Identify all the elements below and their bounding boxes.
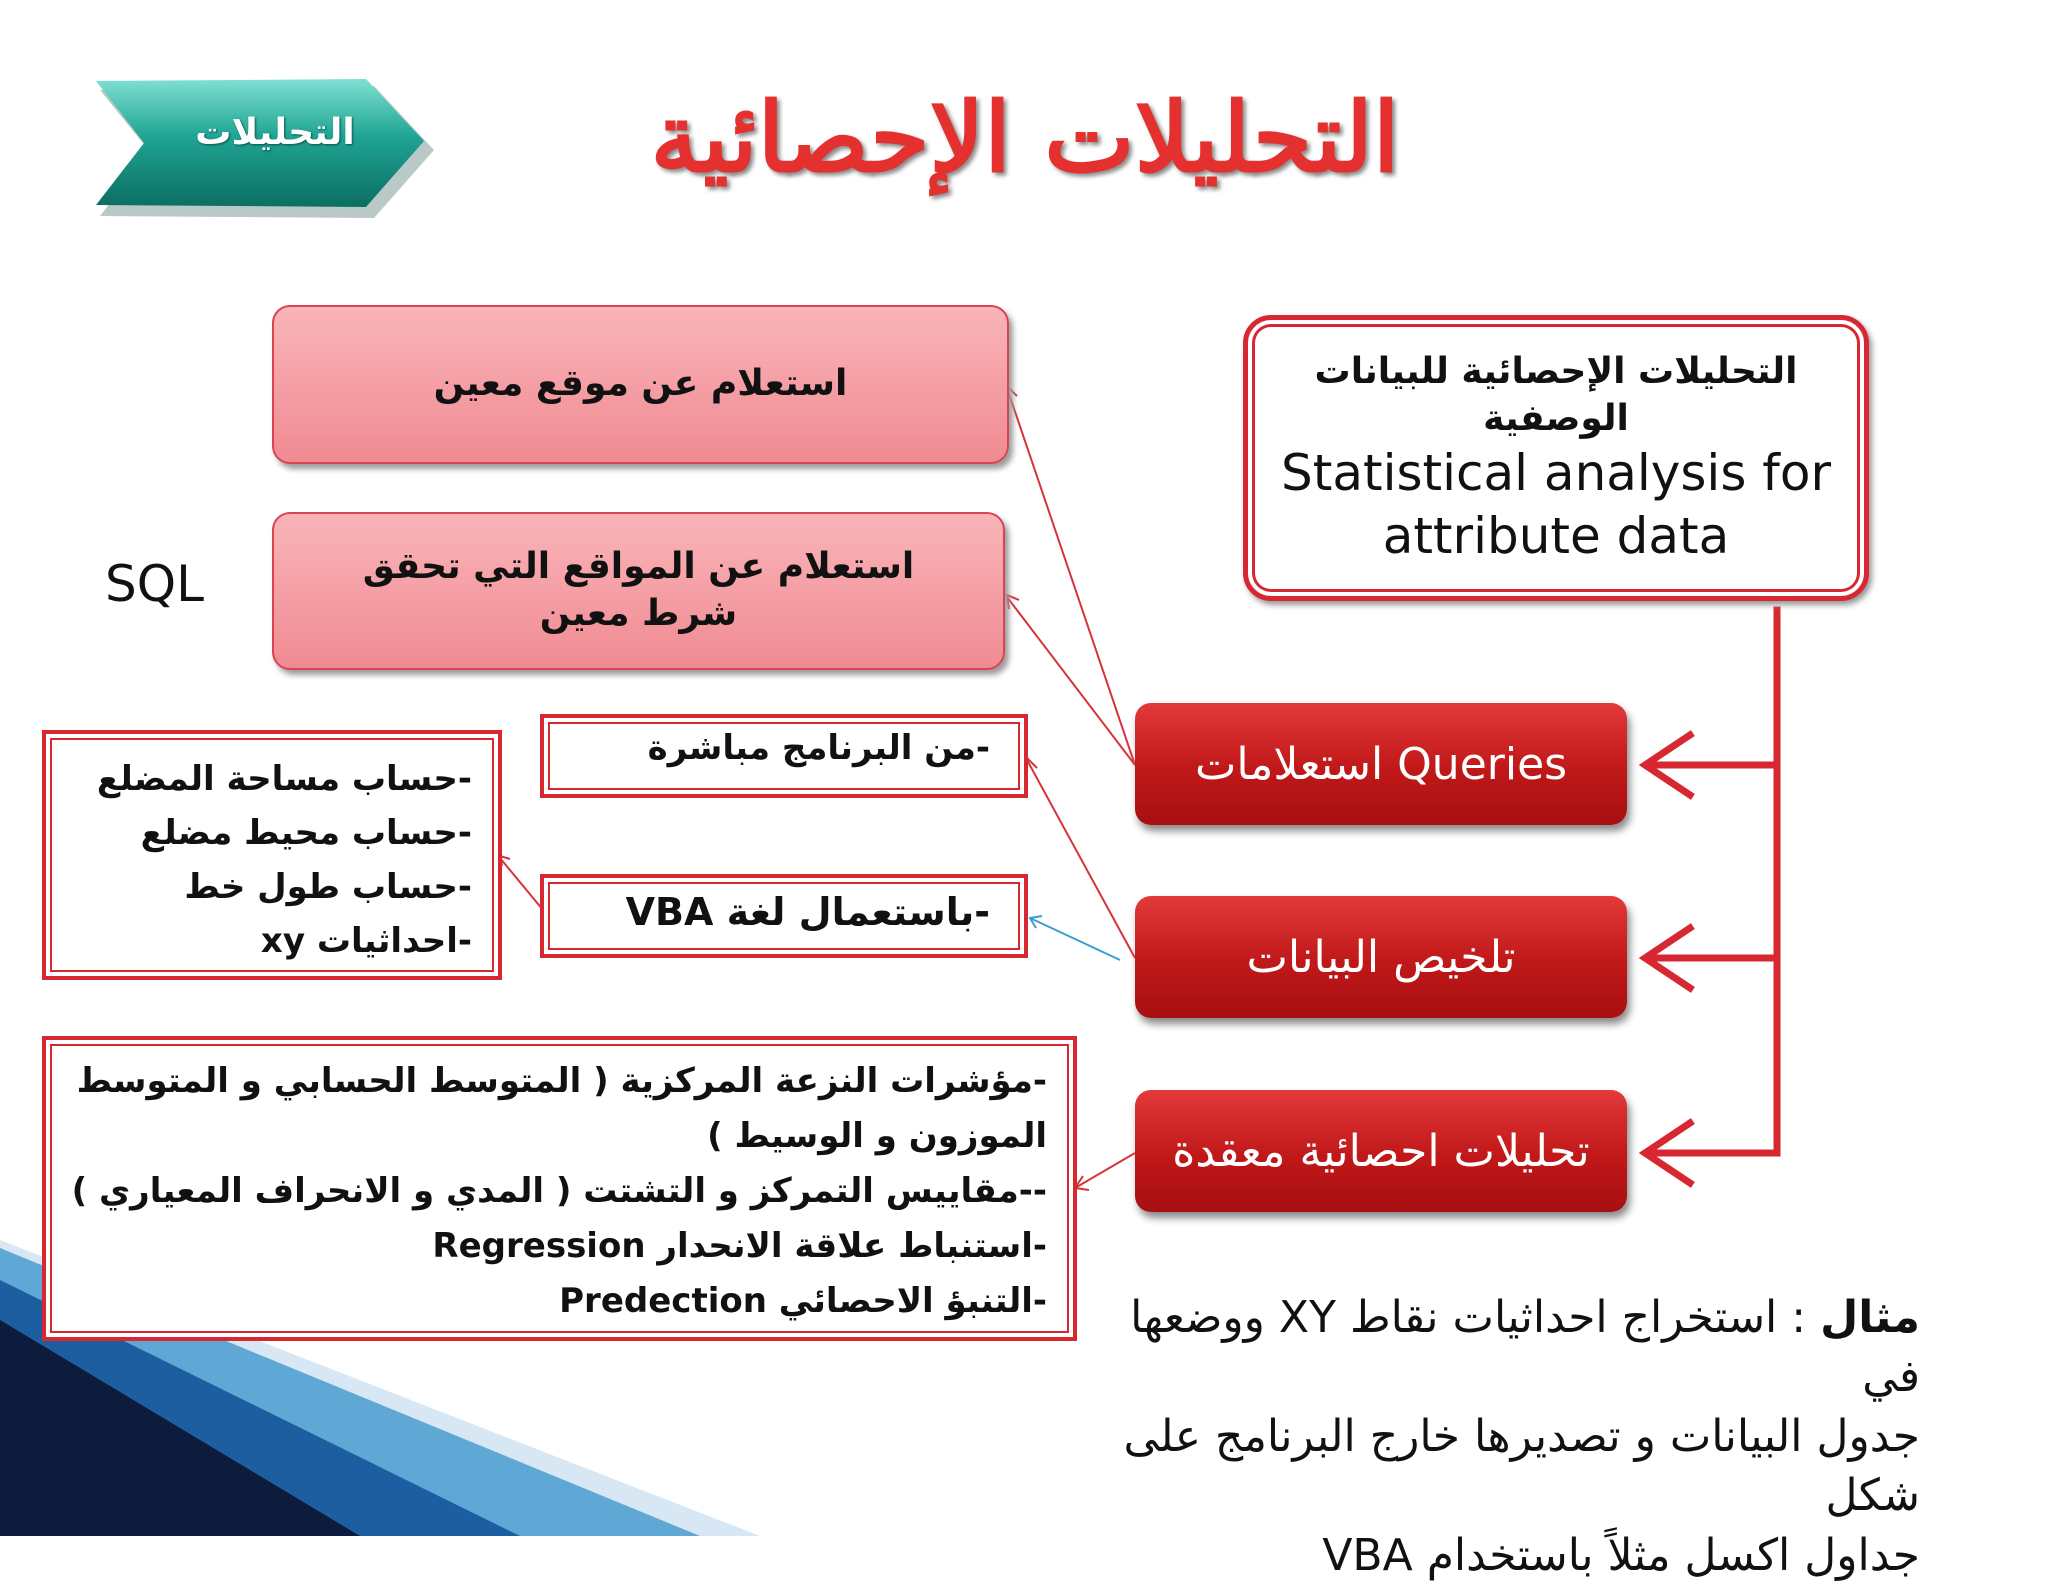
example-line2: جدول البيانات و تصديرها خارج البرنامج على شكل [1123,1410,1920,1522]
sql-label: SQL [105,555,204,613]
arrowhead-thin-2 [1007,595,1019,609]
link-vba-to-tasks [500,858,543,910]
main-topic-arabic: التحليلات الإحصائية للبيانات الوصفية [1314,350,1798,439]
page-title: التحليلات الإحصائية [650,81,1400,194]
link-queries-to-site-query [1007,388,1135,765]
branch-queries[interactable]: Queries استعلامات [1135,703,1627,825]
branch-data-summary[interactable]: تلخيص البيانات [1135,896,1627,1018]
summary-vba-label: -باستعمال لغة VBA [625,890,990,934]
complex-analysis-item: --مقاييس التمركز و التشتت ( المدي و الانحراف المعياري ) [71,1171,1047,1211]
summary-direct-label: -من البرنامج مباشرة [647,728,990,768]
query-condition-box: استعلام عن المواقع التي تحقق شرط معين [272,512,1005,670]
complex-analysis-item: الموزون و الوسيط ) [707,1116,1047,1156]
link-complex-to-stats [1075,1153,1135,1188]
main-topic-english-line2: attribute data [1382,506,1730,565]
complex-analysis-item: -التنبؤ الاحصائي Predection [559,1281,1047,1321]
example-line1: : استخراج احداثيات نقاط XY ووضعها في [1130,1292,1920,1403]
main-topic-english-line1: Statistical analysis for [1280,444,1832,503]
example-label: مثال [1820,1292,1920,1343]
vba-task-item: -حساب مساحة المضلع [96,759,472,799]
link-summary-to-vba [1030,918,1120,960]
query-site-box: استعلام عن موقع معين [272,305,1009,464]
link-summary-to-direct [1027,760,1135,958]
complex-analysis-item: -استنباط علاقة الانحدار Regression [432,1226,1047,1266]
vba-task-item: -حساب طول خط [184,867,472,907]
summary-vba-box [540,874,1028,958]
vba-tasks-box [42,730,502,980]
example-line3: جداول اكسل مثلاً باستخدام VBA [1322,1529,1920,1581]
branch-complex-statistics[interactable]: تحليلات احصائية معقدة [1135,1090,1627,1212]
example-note [1060,1288,1920,1585]
main-topic-box [1243,315,1869,601]
vba-task-item: -حساب محيط مضلع [140,813,472,853]
vba-task-item: -احداثيات xy [260,921,472,961]
complex-analysis-item: -مؤشرات النزعة المركزية ( المتوسط الحسابي و المتوسط [76,1061,1047,1101]
nav-chevron-label[interactable]: التحليلات [195,112,355,153]
complex-analysis-box [42,1036,1077,1341]
summary-direct-box [540,714,1028,798]
